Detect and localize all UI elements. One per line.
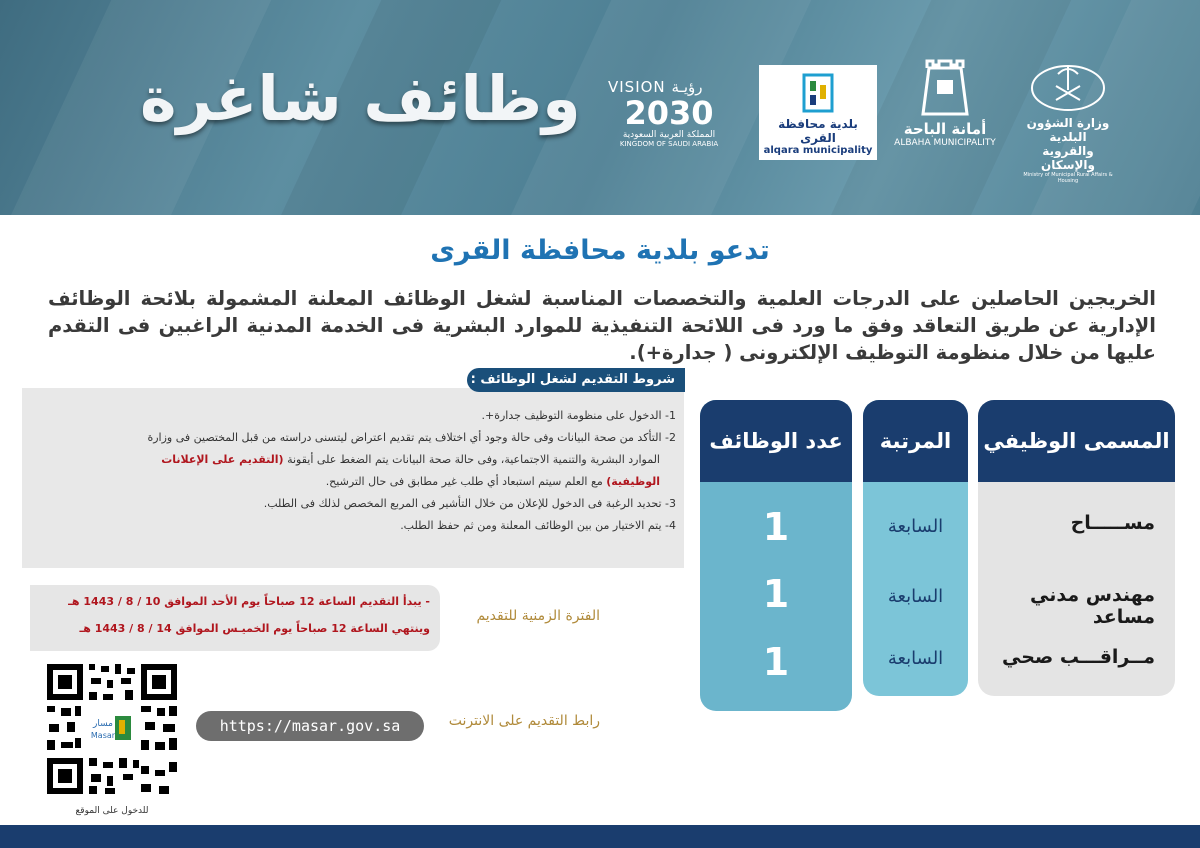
alqara-emblem-icon	[796, 71, 840, 115]
vision-number: 2030	[624, 94, 714, 132]
alqara-municipality-logo	[759, 65, 877, 160]
period-box	[30, 585, 440, 651]
vision-2030-logo	[608, 78, 730, 148]
rank-header: المرتبة	[863, 400, 968, 482]
count-cell-3: 1	[762, 640, 790, 684]
footer-bar	[0, 825, 1200, 848]
alqara-name-en: alqara municipality	[763, 145, 873, 156]
qr-caption: للدخول على الموقع	[75, 806, 149, 816]
vision-country-ar: المملكة العربية السعودية	[622, 130, 716, 140]
qr-code-icon	[45, 662, 179, 796]
period-label: الفترة الزمنية للتقديم	[476, 608, 600, 624]
conditions-heading: شروط التقديم لشغل الوظائف :	[467, 368, 685, 392]
condition-item-2b-highlight: (التقديم على الإعلانات	[161, 453, 284, 466]
condition-item-2c-text: مع العلم سيتم استبعاد أي طلب غير مطابق فى حال الترشيح.	[325, 475, 603, 488]
vision-title: VISION رؤيـة	[608, 78, 703, 96]
ministry-name-en: Ministry of Municipal Rural Affairs & Housing	[1023, 172, 1113, 184]
rank-column	[863, 400, 968, 696]
condition-item-4: 4- يتم الاختيار من بين الوظائف المعلنة ومن ثم حفظ الطلب.	[400, 519, 676, 532]
count-cell-1: 1	[762, 505, 790, 549]
count-header: عدد الوظائف	[700, 400, 852, 482]
albaha-name-en: ALBAHA MUNICIPALITY	[894, 138, 996, 148]
condition-item-2c	[40, 471, 676, 493]
count-cell-2: 1	[762, 572, 790, 616]
condition-item-2a: 2- التأكد من صحة البيانات وفى حالة وجود أي اختلاف يتم تقديم اعتراض ليتسنى دراسته من قبل المختصين فى وزارة	[147, 431, 676, 444]
albaha-tower-icon	[915, 58, 975, 116]
condition-item-3: 3- تحديد الرغبة فى الدخول للإعلان من خلال التأشير فى المربع المخصص لذلك فى الطلب.	[263, 497, 676, 510]
qr-brand-en: Masar	[90, 731, 116, 740]
ministry-emblem-icon	[1028, 60, 1108, 112]
invite-heading: تدعو بلدية محافظة القرى	[430, 235, 770, 266]
alqara-name-ar: بلدية محافظة القرى	[778, 117, 858, 145]
albaha-name-ar: أمانة الباحة	[903, 120, 987, 138]
title-cell-3: مــراقـــب صحي	[1001, 646, 1155, 668]
condition-item-2b	[40, 449, 676, 471]
apply-url-label: رابط التقديم على الانترنت	[448, 713, 600, 729]
qr-brand-ar: مسار	[93, 719, 113, 729]
rank-cell-3: السابعة	[887, 648, 944, 669]
vision-country-en: KINGDOM OF SAUDI ARABIA	[619, 140, 719, 148]
title-header: المسمى الوظيفي	[978, 400, 1175, 482]
condition-item-2b-text: الموارد البشرية والتنمية الاجتماعية، وفى حالة صحة البيانات يتم الضغط على أيقونة	[287, 453, 660, 466]
page-title: وظائف شاغرة	[140, 62, 581, 135]
period-start: - يبدأ التقديم الساعة 12 صباحاً يوم الأحد الموافق 10 / 8 / 1443 هـ	[68, 595, 430, 608]
ministry-name-ar-2: والقروية والإسكان	[1040, 144, 1096, 172]
conditions-list	[40, 405, 676, 537]
ministry-logo	[1018, 60, 1118, 184]
qr-code[interactable]	[45, 662, 179, 796]
apply-url-link[interactable]: https://masar.gov.sa	[196, 711, 424, 741]
rank-cell-2: السابعة	[887, 586, 944, 607]
jobs-count-column	[700, 400, 852, 711]
title-cell-1: مســـــاح	[1070, 512, 1155, 534]
job-title-column	[978, 400, 1175, 696]
condition-item-2c-highlight: الوظيفية)	[606, 475, 660, 488]
header-banner	[0, 0, 1200, 215]
rank-cell-1: السابعة	[887, 516, 944, 537]
period-end: وينتهي الساعة 12 صباحاً يوم الخميـس الموافق 14 / 8 / 1443 هـ	[79, 622, 430, 635]
ministry-name-ar-1: وزارة الشؤون البلدية	[1026, 116, 1110, 144]
title-cell-2: مهندس مدني مساعد	[1030, 584, 1155, 628]
albaha-municipality-logo	[890, 58, 1000, 148]
intro-paragraph: الخريجين الحاصلين على الدرجات العلمية والتخصصات المناسبة لشغل الوظائف المعلنة المشمولة بلائحة الوظائف الإدارية عن طريق التعاقد وفق ما ورد فى اللائحة التنفيذية للموارد البشرية فى الخدمة المدنية الراغبين فى التقدم عليها من خلال منظومة التوظيف الإلكترونى ( جدارة+).	[48, 287, 1156, 364]
condition-item-1: 1- الدخول على منظومة التوظيف جدارة+.	[481, 409, 676, 422]
